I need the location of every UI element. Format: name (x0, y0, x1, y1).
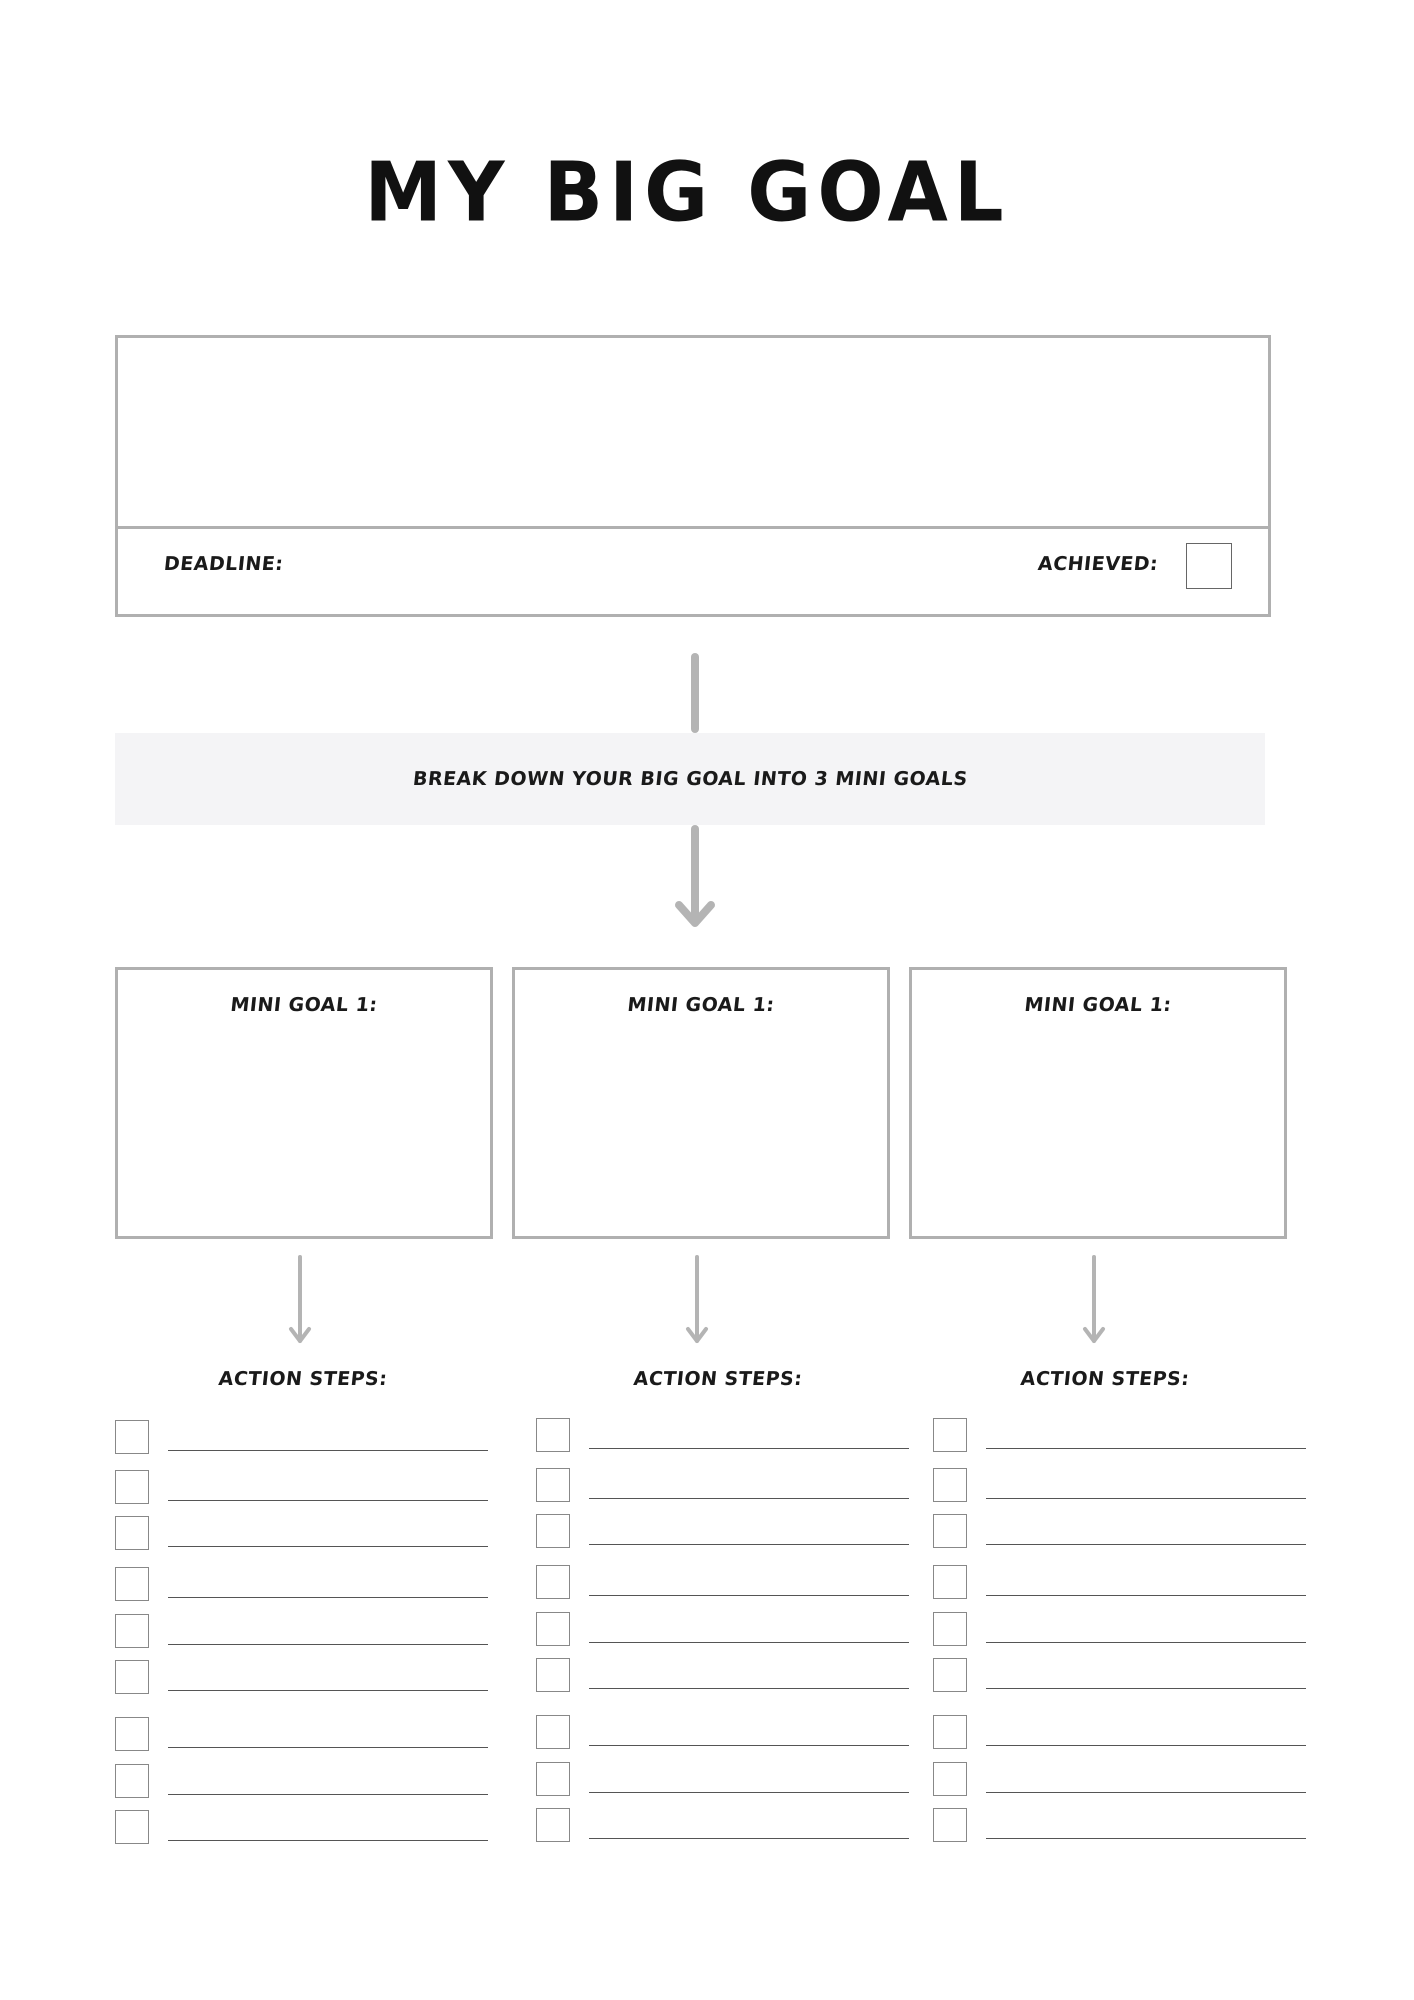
step-write-line[interactable] (986, 1838, 1306, 1839)
arrow-down-icon (685, 1255, 709, 1347)
mini-goal-box-1[interactable] (115, 967, 493, 1239)
action-steps-title: ACTION STEPS: (632, 1368, 804, 1390)
arrow-down-icon (1082, 1255, 1106, 1347)
step-write-line[interactable] (589, 1595, 909, 1596)
mini-goal-box-2[interactable] (512, 967, 890, 1239)
step-write-line[interactable] (986, 1544, 1306, 1545)
step-write-line[interactable] (168, 1794, 488, 1795)
step-checkbox[interactable] (115, 1567, 149, 1601)
step-checkbox[interactable] (115, 1614, 149, 1648)
action-steps-title: ACTION STEPS: (1019, 1368, 1191, 1390)
step-checkbox[interactable] (536, 1514, 570, 1548)
action-steps-title: ACTION STEPS: (217, 1368, 389, 1390)
step-checkbox[interactable] (115, 1810, 149, 1844)
step-checkbox[interactable] (115, 1420, 149, 1454)
step-checkbox[interactable] (536, 1658, 570, 1692)
step-write-line[interactable] (589, 1688, 909, 1689)
step-write-line[interactable] (986, 1745, 1306, 1746)
mini-goal-label: MINI GOAL 1: (1023, 994, 1173, 1016)
step-write-line[interactable] (986, 1792, 1306, 1793)
step-checkbox[interactable] (115, 1717, 149, 1751)
step-checkbox[interactable] (933, 1418, 967, 1452)
step-write-line[interactable] (168, 1840, 488, 1841)
step-write-line[interactable] (589, 1544, 909, 1545)
step-checkbox[interactable] (536, 1762, 570, 1796)
step-checkbox[interactable] (536, 1808, 570, 1842)
arrow-down-icon (673, 895, 717, 935)
breakdown-banner (115, 733, 1265, 825)
achieved-checkbox[interactable] (1186, 543, 1232, 589)
connector-line (691, 653, 699, 733)
step-checkbox[interactable] (933, 1514, 967, 1548)
step-checkbox[interactable] (933, 1612, 967, 1646)
step-checkbox[interactable] (115, 1516, 149, 1550)
step-checkbox[interactable] (933, 1658, 967, 1692)
big-goal-input-area[interactable] (118, 338, 1268, 529)
step-checkbox[interactable] (933, 1715, 967, 1749)
step-checkbox[interactable] (115, 1764, 149, 1798)
step-write-line[interactable] (168, 1644, 488, 1645)
step-checkbox[interactable] (536, 1715, 570, 1749)
step-write-line[interactable] (168, 1747, 488, 1748)
step-write-line[interactable] (986, 1498, 1306, 1499)
step-write-line[interactable] (168, 1546, 488, 1547)
step-write-line[interactable] (589, 1838, 909, 1839)
mini-goal-box-3[interactable] (909, 967, 1287, 1239)
step-checkbox[interactable] (933, 1808, 967, 1842)
step-checkbox[interactable] (536, 1468, 570, 1502)
step-write-line[interactable] (589, 1792, 909, 1793)
big-goal-box (115, 335, 1271, 617)
step-checkbox[interactable] (536, 1418, 570, 1452)
step-write-line[interactable] (589, 1448, 909, 1449)
step-checkbox[interactable] (933, 1565, 967, 1599)
deadline-label: DEADLINE: (162, 553, 285, 575)
step-write-line[interactable] (168, 1597, 488, 1598)
step-write-line[interactable] (986, 1688, 1306, 1689)
step-write-line[interactable] (589, 1642, 909, 1643)
step-write-line[interactable] (986, 1448, 1306, 1449)
step-checkbox[interactable] (933, 1468, 967, 1502)
step-write-line[interactable] (168, 1500, 488, 1501)
achieved-label: ACHIEVED: (1036, 553, 1160, 575)
step-write-line[interactable] (168, 1450, 488, 1451)
step-write-line[interactable] (986, 1642, 1306, 1643)
step-write-line[interactable] (168, 1690, 488, 1691)
step-checkbox[interactable] (536, 1565, 570, 1599)
mini-goal-label: MINI GOAL 1: (626, 994, 776, 1016)
step-write-line[interactable] (589, 1498, 909, 1499)
arrow-down-icon (288, 1255, 312, 1347)
step-checkbox[interactable] (115, 1470, 149, 1504)
step-write-line[interactable] (589, 1745, 909, 1746)
step-checkbox[interactable] (536, 1612, 570, 1646)
mini-goal-label: MINI GOAL 1: (229, 994, 379, 1016)
page-title: MY BIG GOAL (364, 145, 1010, 241)
step-checkbox[interactable] (933, 1762, 967, 1796)
step-write-line[interactable] (986, 1595, 1306, 1596)
step-checkbox[interactable] (115, 1660, 149, 1694)
banner-text: BREAK DOWN YOUR BIG GOAL INTO 3 MINI GOALS (411, 768, 969, 790)
